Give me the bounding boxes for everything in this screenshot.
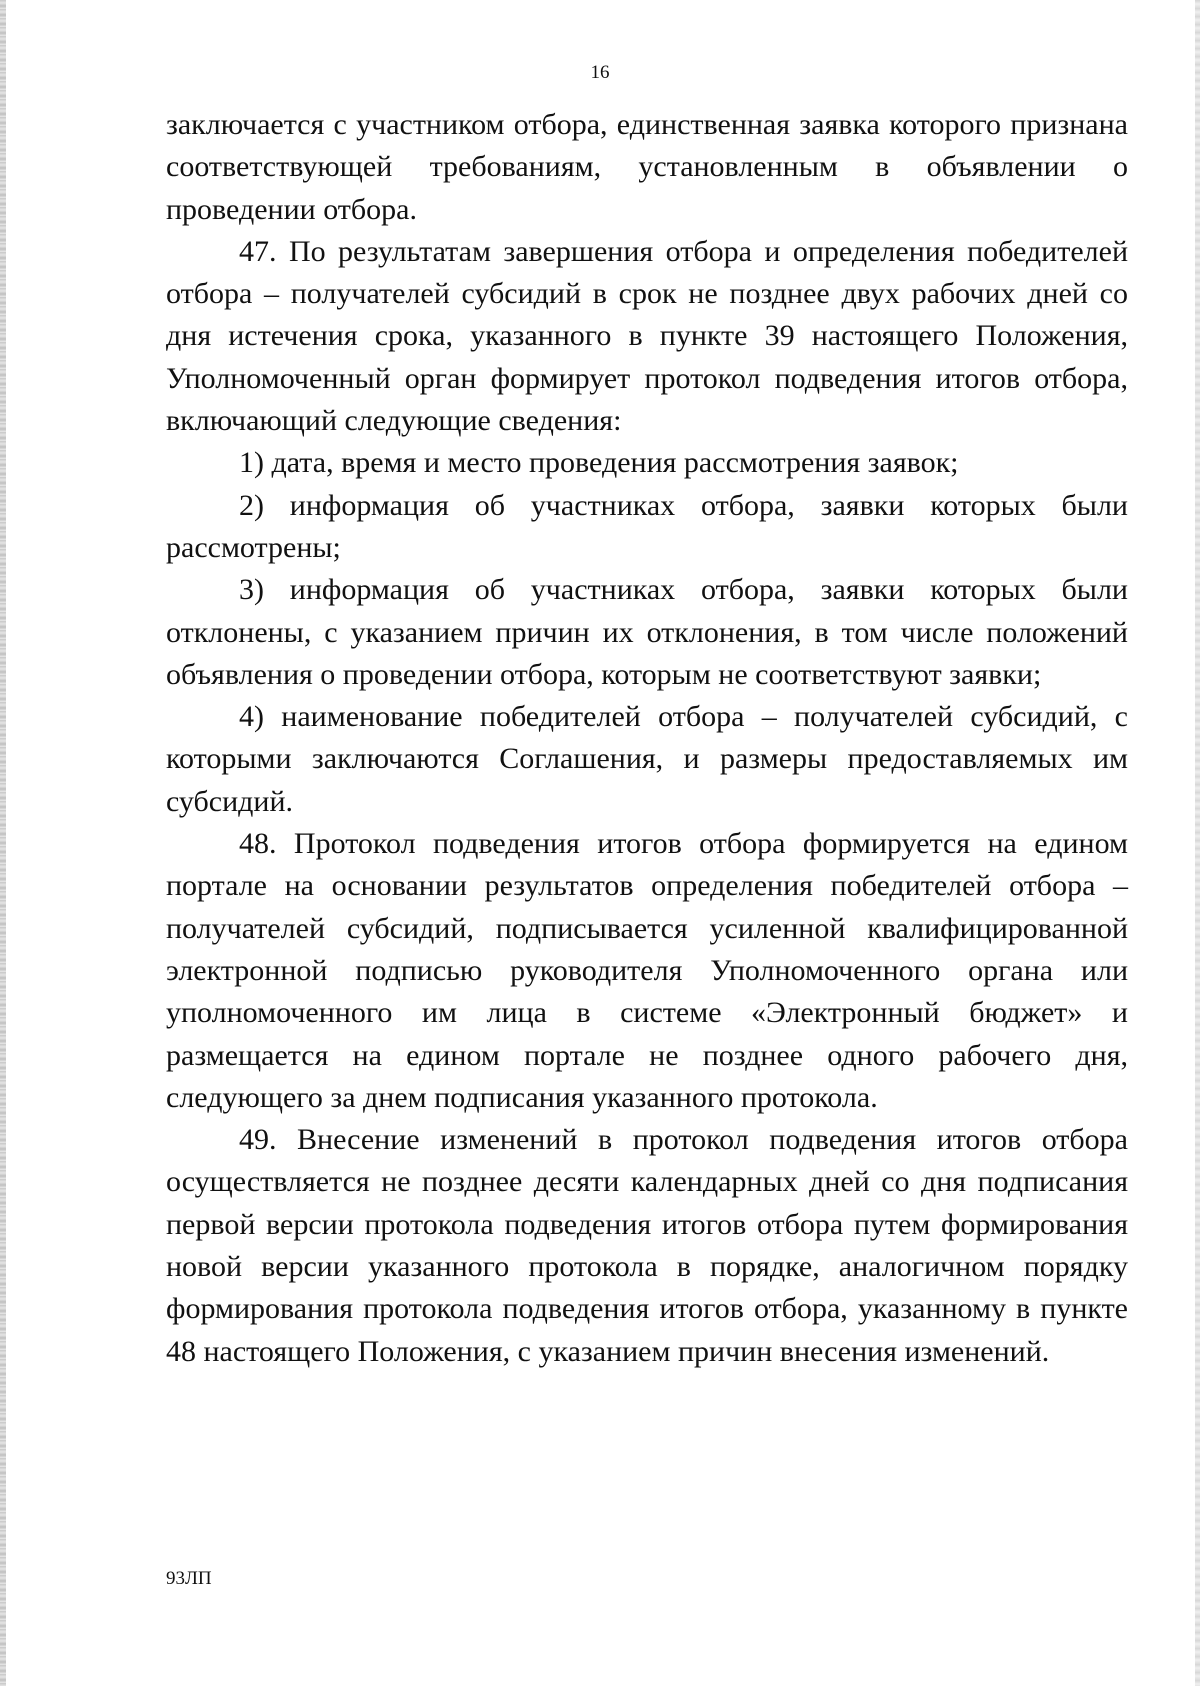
page-number: 16 (590, 62, 610, 83)
list-item-3: 3) информация об участниках отбора, заявки которых были отклонены, с указанием причин их отклонения, в том числе положений объявления о проведении отбора, которым не соответствуют заявки; (166, 573, 1128, 691)
list-item-1: 1) дата, время и место проведения рассмотрения заявок; (239, 446, 959, 480)
paragraph-49: 49. Внесение изменений в протокол подведения итогов отбора осуществляется не позднее десяти календарных дней со дня подписания первой версии протокола подведения итогов отбора путем формирования новой версии указанного протокола в порядке, аналогичном порядку формирования протокола подведения итогов отбора, указанному в пункте 48 настоящего Положения, с указанием причин внесения изменений. (166, 1123, 1128, 1368)
scan-edge-left (0, 0, 6, 1686)
document-body (166, 104, 1128, 1373)
paragraph-47: 47. По результатам завершения отбора и определения победителей отбора – получателей субсидий в срок не позднее двух рабочих дней со дня истечения срока, указанного в пункте 39 настоящего Положения, Уполномоченный орган формирует протокол подведения итогов отбора, включающий следующие сведения: (166, 234, 1128, 438)
footer-document-code: 93ЛП (166, 1568, 212, 1589)
paragraph-continuation: заключается с участником отбора, единственная заявка которого признана соответствующей требованиям, установленным в объявлении о проведении отбора. (166, 108, 1128, 226)
list-item-4: 4) наименование победителей отбора – получателей субсидий, с которыми заключаются Соглашения, и размеры предоставляемых им субсидий. (166, 700, 1128, 818)
scan-edge-right (1195, 0, 1200, 1686)
list-item-2: 2) информация об участниках отбора, заявки которых были рассмотрены; (166, 488, 1128, 564)
paragraph-48: 48. Протокол подведения итогов отбора формируется на едином портале на основании результатов определения победителей отбора – получателей субсидий, подписывается усиленной квалифицированной электронной подписью руководителя Уполномоченного органа или уполномоченного им лица в системе «Электронный бюджет» и размещается на едином портале не позднее одного рабочего дня, следующего за днем подписания указанного протокола. (166, 827, 1128, 1114)
